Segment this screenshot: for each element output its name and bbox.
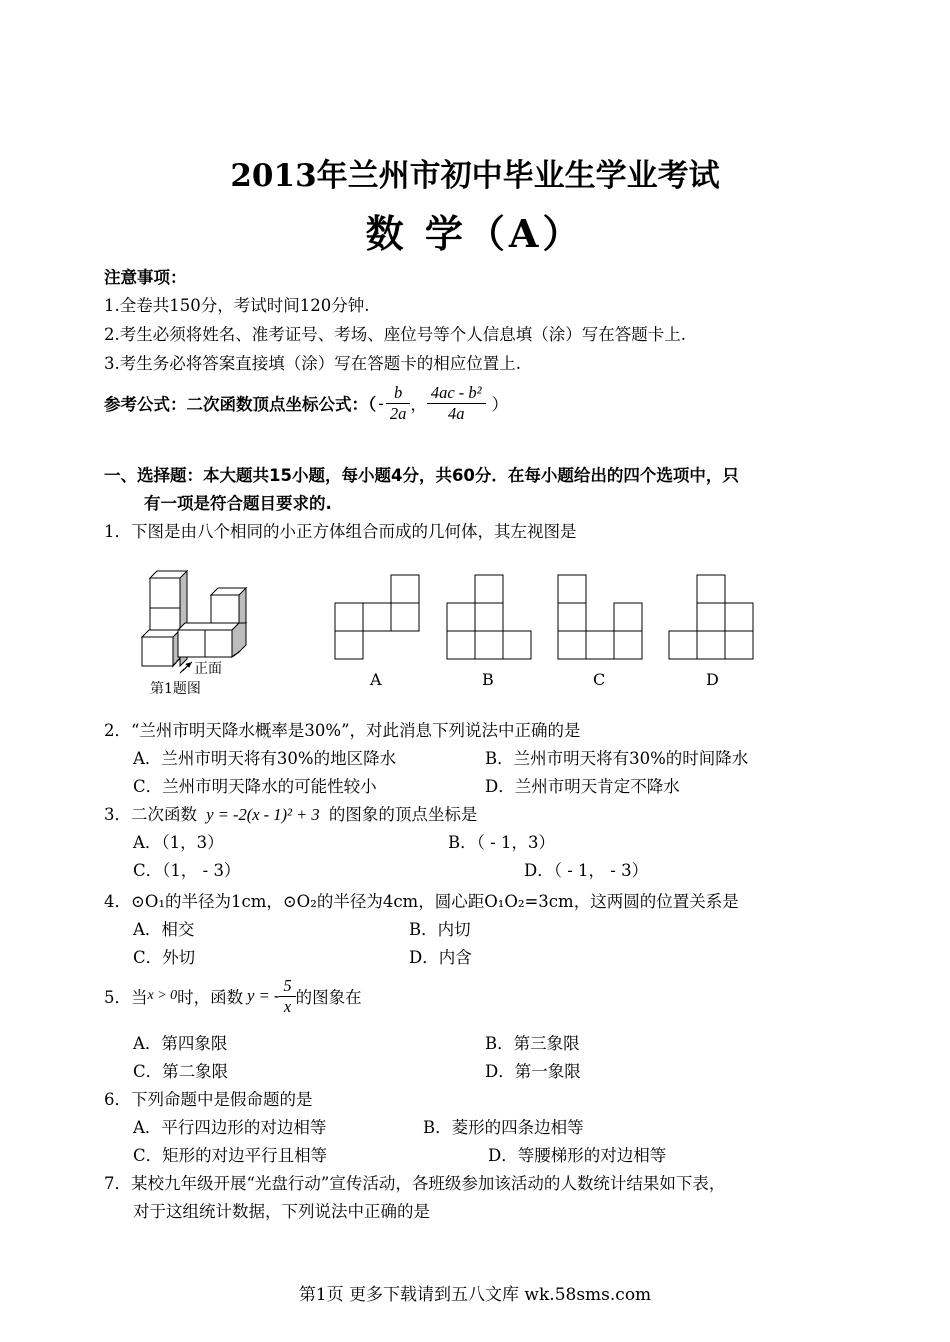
option-b-label: B [482, 670, 494, 689]
question-3-option-a: A．（1，3） [133, 833, 224, 852]
question-6-stem: 6．下列命题中是假命题的是 [104, 1090, 313, 1109]
question-5-option-a: A．第四象限 [133, 1034, 228, 1053]
fraction-numerator: 4ac - b² [427, 383, 486, 404]
question-3-option-c: C．（1， - 3） [133, 861, 241, 880]
question-3-stem [104, 801, 477, 825]
option-c-label: C [593, 670, 606, 689]
question-4-option-b: B．内切 [409, 920, 471, 939]
question-2-option-b: B．兰州市明天将有30%的时间降水 [485, 749, 749, 768]
formula-label: 参考公式：二次函数顶点坐标公式：（ [104, 395, 377, 414]
question-3-option-b: B．（ - 1，3） [448, 833, 555, 852]
section-1-heading-cont: 有一项是符合题目要求的. [144, 494, 332, 513]
fraction-b-over-2a [386, 383, 411, 424]
question-2-option-d: D．兰州市明天肯定不降水 [485, 777, 680, 796]
question-6-option-b: B．菱形的四条边相等 [423, 1118, 584, 1137]
option-a-view [335, 575, 419, 659]
section-1-heading: 一、选择题：本大题共15小题，每小题4分，共60分．在每小题给出的四个选项中，只 [104, 466, 739, 485]
question-4-option-c: C．外切 [133, 948, 196, 967]
fraction-denominator: x [283, 996, 292, 1016]
question-5-fraction [279, 976, 295, 1017]
question-5-stem [104, 970, 362, 1022]
option-c-view [558, 575, 642, 659]
formula-comma: ， [410, 395, 427, 414]
fraction-numerator: 5 [279, 976, 295, 997]
option-d-view [669, 575, 753, 659]
question-5-option-b: B．第三象限 [485, 1034, 580, 1053]
note-item-1: 1.全卷共150分，考试时间120分钟. [104, 296, 370, 315]
option-b-view [447, 575, 531, 659]
note-item-2: 2.考生必须将姓名、准考证号、考场、座位号等个人信息填（涂）写在答题卡上. [104, 325, 686, 344]
question-7-stem: 7．某校九年级开展“光盘行动”宣传活动，各班级参加该活动的人数统计结果如下表， [104, 1174, 726, 1193]
question-1-stem: 1．下图是由八个相同的小正方体组合而成的几何体，其左视图是 [104, 522, 577, 541]
question-4-stem: 4．⊙O₁的半径为1cm，⊙O₂的半径为4cm，圆心距O₁O₂=3cm，这两圆的位置关系是 [104, 892, 739, 911]
fraction-numerator: b [386, 383, 411, 404]
question-5-suffix: 的图象在 [295, 988, 362, 1007]
figure-caption: 第1题图 [150, 681, 201, 697]
question-5-option-d: D．第一象限 [485, 1062, 581, 1081]
question-2-option-a: A．兰州市明天将有30%的地区降水 [133, 749, 397, 768]
note-item-3: 3.考生务必将答案直接填（涂）写在答题卡的相应位置上. [104, 354, 521, 373]
question-5-function-lhs: y = - [247, 986, 280, 1005]
question-1-figure [130, 565, 770, 700]
option-a-label: A [370, 670, 382, 689]
option-d-label: D [706, 670, 719, 689]
page-footer: 第1页 更多下载请到五八文库 wk.58sms.com [298, 1285, 652, 1305]
question-4-option-a: A．相交 [133, 920, 195, 939]
question-6-option-c: C．矩形的对边平行且相等 [133, 1146, 328, 1165]
exam-title: 2013年兰州市初中毕业生学业考试 [230, 158, 720, 194]
question-5-prefix: 5．当 [104, 988, 148, 1007]
vertex-formula [104, 375, 508, 431]
front-label: 正面 [194, 661, 222, 677]
subject-title: 数 学（A） [365, 211, 585, 256]
fraction-denominator: 4a [447, 403, 465, 423]
question-2-stem: 2．“兰州市明天降水概率是30%”，对此消息下列说法中正确的是 [104, 721, 581, 740]
question-6-option-d: D．等腰梯形的对边相等 [488, 1146, 667, 1165]
question-3-prefix: 3．二次函数 [104, 805, 197, 824]
question-3-suffix: 的图象的顶点坐标是 [328, 805, 478, 824]
question-3-equation: y = -2(x - 1)² + 3 [206, 805, 320, 824]
fraction-4ac-b2-over-4a [427, 383, 486, 424]
question-2-option-c: C．兰州市明天降水的可能性较小 [133, 777, 377, 796]
question-4-option-d: D．内含 [409, 948, 472, 967]
question-5-option-c: C．第二象限 [133, 1062, 229, 1081]
question-3-option-d: D．（ - 1， - 3） [524, 861, 649, 880]
notes-heading: 注意事项： [104, 268, 187, 287]
cube-solid-diagram [142, 571, 246, 666]
question-7-stem-cont: 对于这组统计数据，下列说法中正确的是 [133, 1202, 430, 1221]
formula-close: ） [491, 395, 509, 414]
question-5-mid: 时，函数 [177, 988, 244, 1007]
question-6-option-a: A．平行四边形的对边相等 [133, 1118, 327, 1137]
formula-minus: - [378, 393, 384, 413]
question-5-condition: x > 0 [147, 988, 178, 1003]
fraction-denominator: 2a [389, 403, 407, 423]
